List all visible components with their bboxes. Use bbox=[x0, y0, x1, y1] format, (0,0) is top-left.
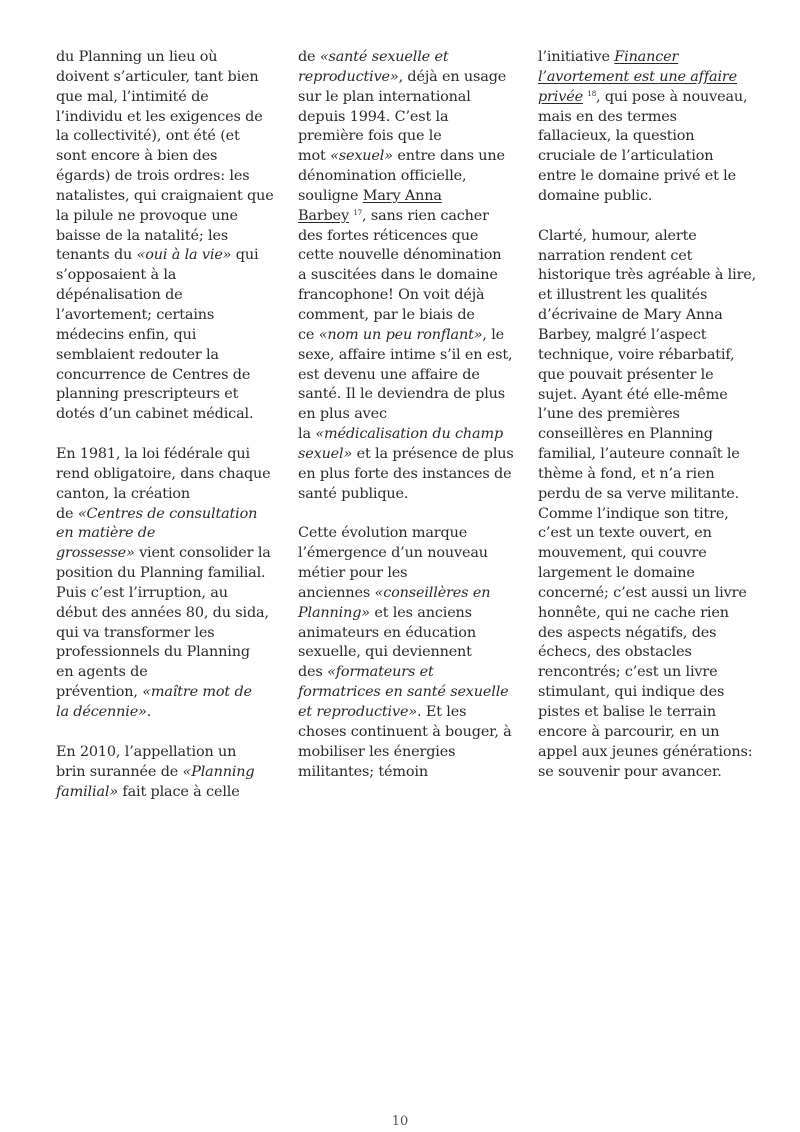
text-line: professionnels du Planning bbox=[56, 644, 250, 661]
paragraph bbox=[538, 48, 756, 207]
text-line: mot «sexuel» entre dans une bbox=[298, 148, 505, 165]
text-line: la collectivité), ont été (et bbox=[56, 128, 240, 145]
text-line: que pouvait présenter le bbox=[538, 366, 714, 383]
text-line: santé. Il le deviendra de plus bbox=[298, 386, 505, 403]
quoted-term: «maître mot de bbox=[142, 684, 252, 701]
text-line: rencontrés; c’est un livre bbox=[538, 664, 718, 681]
text-line: militantes; témoin bbox=[298, 763, 428, 780]
quoted-term: «formateurs et bbox=[327, 664, 434, 681]
text-line: sexe, affaire intime s’il en est, bbox=[298, 346, 513, 363]
text-line: encore à parcourir, en un bbox=[538, 723, 720, 740]
author-link[interactable]: Mary Anna bbox=[362, 187, 442, 204]
text-line: animateurs en éducation bbox=[298, 624, 476, 641]
text-line: reproductive», déjà en usage bbox=[298, 68, 507, 85]
text-line: c’est un texte ouvert, en bbox=[538, 525, 712, 542]
text-line: l’avortement; certains bbox=[56, 306, 215, 323]
text-line: choses continuent à bouger, à bbox=[298, 723, 512, 740]
text-line: domaine public. bbox=[538, 187, 653, 204]
text-line: a suscitées dans le domaine bbox=[298, 267, 498, 284]
quoted-term: en matière de bbox=[56, 525, 156, 542]
text-line: la pilule ne provoque une bbox=[56, 207, 238, 224]
text-line: Comme l’indique son titre, bbox=[538, 505, 729, 522]
text-line: pistes et balise le terrain bbox=[538, 704, 716, 720]
quoted-term: familial» bbox=[56, 783, 118, 800]
text-line: d’écrivaine de Mary Anna bbox=[538, 307, 723, 324]
text-line: souligne Mary Anna bbox=[298, 187, 442, 204]
initiative-link[interactable]: privée bbox=[538, 88, 583, 105]
paragraph bbox=[56, 743, 274, 803]
quoted-term: la décennie» bbox=[56, 704, 147, 720]
text-line: rend obligatoire, dans chaque bbox=[56, 465, 271, 482]
quoted-term: «conseillères en bbox=[374, 584, 491, 601]
text-line: sujet. Ayant été elle-même bbox=[538, 386, 728, 403]
text-line: ce «nom un peu ronflant», le bbox=[298, 326, 505, 343]
text-line: sexuel» et la présence de plus bbox=[298, 445, 514, 462]
initiative-link[interactable]: Financer bbox=[614, 49, 679, 65]
text-line: de «santé sexuelle et bbox=[298, 49, 449, 65]
text-line: et reproductive». Et les bbox=[298, 704, 467, 720]
text-line: grossesse» vient consolider la bbox=[56, 545, 271, 562]
text-line: sont encore à bien des bbox=[56, 148, 218, 165]
text-line: Barbey $^{17}$, sans rien cacher bbox=[298, 207, 489, 224]
quoted-term: formatrices en santé sexuelle bbox=[298, 684, 509, 701]
text-line: appel aux jeunes générations: bbox=[538, 743, 753, 760]
text-line: en plus avec bbox=[298, 406, 387, 423]
text-line: natalistes, qui craignaient que bbox=[56, 187, 274, 204]
text-line: en agents de bbox=[56, 664, 148, 681]
text-line: familial» fait place à celle bbox=[56, 783, 240, 800]
initiative-link[interactable]: l’avortement est une affaire bbox=[538, 68, 738, 85]
text-line: conseillères en Planning bbox=[538, 426, 713, 443]
text-line: dotés d’un cabinet médical. bbox=[56, 406, 254, 423]
text-line: l’émergence d’un nouveau bbox=[298, 545, 488, 562]
text-column-3 bbox=[538, 48, 756, 802]
text-line bbox=[538, 68, 756, 88]
text-line: des fortes réticences que bbox=[298, 227, 479, 244]
text-line: que mal, l’intimité de bbox=[56, 88, 209, 105]
text-line: anciennes «conseillères en bbox=[298, 584, 491, 601]
text-line: planning prescripteurs et bbox=[56, 386, 239, 403]
text-line: et illustrent les qualités bbox=[538, 287, 708, 304]
text-line: Cette évolution marque bbox=[298, 525, 468, 542]
text-line: semblaient redouter la bbox=[56, 346, 219, 363]
text-line: baisse de la natalité; les bbox=[56, 227, 229, 244]
text-line: médecins enfin, qui bbox=[56, 326, 197, 343]
text-line: dépénalisation de bbox=[56, 287, 183, 304]
text-line: l’individu et les exigences de bbox=[56, 108, 263, 125]
text-line: honnête, qui ne cache rien bbox=[538, 604, 729, 621]
text-line: familial, l’auteure connaît le bbox=[538, 446, 740, 463]
quoted-term: «Planning bbox=[182, 763, 255, 780]
text-line: canton, la création bbox=[56, 485, 191, 502]
text-line: Puis c’est l’irruption, au bbox=[56, 584, 228, 601]
text-line: En 1981, la loi fédérale qui bbox=[56, 446, 250, 463]
text-line: se souvenir pour avancer. bbox=[538, 763, 722, 780]
text-line: historique très agréable à lire, bbox=[538, 267, 757, 284]
paragraph bbox=[56, 445, 274, 723]
quoted-term: sexuel» bbox=[298, 445, 353, 462]
text-line: sexuelle, qui deviennent bbox=[298, 644, 472, 661]
text-line: doivent s’articuler, tant bien bbox=[56, 68, 259, 85]
text-line: métier pour les bbox=[298, 565, 408, 582]
text-line: concerné; c’est aussi un livre bbox=[538, 584, 747, 601]
text-line: égards) de trois ordres: les bbox=[56, 168, 250, 185]
text-line: des «formateurs et bbox=[298, 664, 434, 681]
text-line: de «Centres de consultation bbox=[56, 505, 258, 522]
text-line: position du Planning familial. bbox=[56, 565, 266, 582]
text-line bbox=[298, 683, 516, 703]
text-line: Planning» et les anciens bbox=[298, 604, 472, 621]
text-line: concurrence de Centres de bbox=[56, 366, 251, 383]
text-line: des aspects négatifs, des bbox=[538, 624, 717, 641]
text-line: prévention, «maître mot de bbox=[56, 684, 252, 701]
quoted-term: «nom un peu ronflant» bbox=[318, 326, 483, 343]
text-line: mais en des termes bbox=[538, 108, 677, 125]
quoted-term: «santé sexuelle et bbox=[319, 49, 449, 65]
quoted-term: Planning» bbox=[298, 604, 370, 621]
text-line: dénomination officielle, bbox=[298, 168, 467, 185]
paragraph bbox=[298, 524, 516, 782]
text-line: brin surannée de «Planning bbox=[56, 763, 255, 780]
text-line: francophone! On voit déjà bbox=[298, 287, 485, 304]
text-line: en plus forte des instances de bbox=[298, 465, 512, 482]
text-line: sur le plan international bbox=[298, 88, 471, 105]
text-line: technique, voire rébarbatif, bbox=[538, 346, 735, 363]
text-line: thème à fond, et n’a rien bbox=[538, 465, 715, 482]
text-line: perdu de sa verve militante. bbox=[538, 485, 740, 502]
text-line: cruciale de l’articulation bbox=[538, 148, 714, 165]
text-column-2 bbox=[298, 48, 516, 802]
text-line: la décennie». bbox=[56, 704, 152, 720]
page-number: 10 bbox=[391, 1114, 409, 1129]
quoted-term: «médicalisation du champ bbox=[315, 426, 504, 443]
text-line: échecs, des obstacles bbox=[538, 644, 692, 661]
quoted-term: et reproductive» bbox=[298, 704, 418, 720]
footnote-ref[interactable]: 17 bbox=[353, 208, 363, 217]
text-line: Barbey, malgré l’aspect bbox=[538, 326, 707, 343]
text-line: mouvement, qui couvre bbox=[538, 545, 707, 562]
quoted-term: «oui à la vie» bbox=[136, 247, 232, 264]
quoted-term: «sexuel» bbox=[330, 148, 393, 165]
text-line: depuis 1994. C’est la bbox=[298, 108, 449, 125]
text-line: narration rendent cet bbox=[538, 247, 693, 264]
text-line: entre le domaine privé et le bbox=[538, 168, 736, 185]
text-line: En 2010, l’appellation un bbox=[56, 743, 237, 760]
text-line: la «médicalisation du champ bbox=[298, 426, 504, 443]
text-line: première fois que le bbox=[298, 128, 442, 145]
text-line: qui va transformer les bbox=[56, 624, 215, 641]
text-line: l’une des premières bbox=[538, 406, 680, 423]
paragraph bbox=[56, 48, 274, 425]
text-line: comment, par le biais de bbox=[298, 306, 475, 323]
paragraph bbox=[538, 227, 756, 783]
text-line: est devenu une affaire de bbox=[298, 366, 480, 383]
text-line: privée $^{18}$, qui pose à nouveau, bbox=[538, 88, 748, 105]
text-line: s’opposaient à la bbox=[56, 267, 177, 284]
quoted-term: «Centres de consultation bbox=[77, 505, 258, 522]
footnote-ref[interactable]: 18 bbox=[587, 89, 597, 98]
text-line: cette nouvelle dénomination bbox=[298, 247, 502, 264]
text-line: mobiliser les énergies bbox=[298, 743, 456, 760]
text-line: du Planning un lieu où bbox=[56, 49, 218, 65]
text-line: stimulant, qui indique des bbox=[538, 684, 725, 701]
text-line: l’initiative Financer bbox=[538, 49, 679, 65]
text-line: santé publique. bbox=[298, 485, 409, 502]
text-line: tenants du «oui à la vie» qui bbox=[56, 247, 259, 264]
text-line: Clarté, humour, alerte bbox=[538, 227, 697, 244]
text-line: largement le domaine bbox=[538, 565, 695, 582]
quoted-term: grossesse» bbox=[56, 545, 135, 562]
paragraph bbox=[298, 48, 516, 504]
text-line: début des années 80, du sida, bbox=[56, 604, 269, 621]
text-line: fallacieux, la question bbox=[538, 128, 695, 145]
quoted-term: reproductive» bbox=[298, 68, 399, 85]
text-column-1 bbox=[56, 48, 274, 822]
author-link[interactable]: Barbey bbox=[298, 207, 349, 224]
text-line bbox=[56, 524, 274, 544]
